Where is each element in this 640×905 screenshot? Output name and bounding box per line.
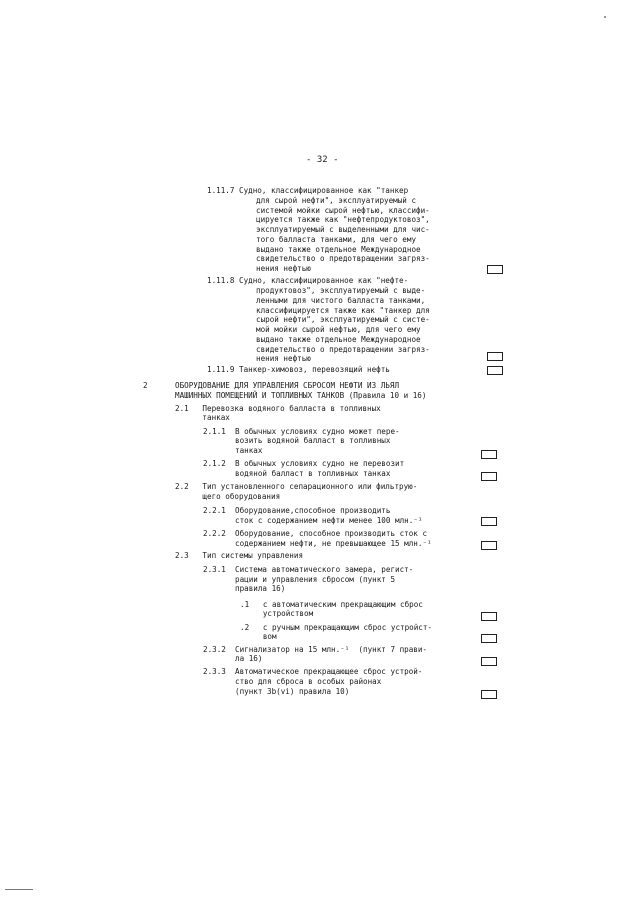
section-heading: МАШИННЫХ ПОМЕЩЕНИЙ И ТОПЛИВНЫХ ТАНКОВ (Правила 10 и 16) xyxy=(175,391,427,400)
text-line: возить водяной балласт в топливных xyxy=(203,436,391,445)
text-line: классифицируется также как "танкер для xyxy=(256,306,430,315)
scan-edge-line xyxy=(5,889,33,890)
text-line: .1 с автоматическим прекращающим сброс xyxy=(240,600,423,609)
text-line: цируется также как "нефтепродуктовоз", xyxy=(256,215,430,224)
text-line: вом xyxy=(240,632,277,641)
page-number: - 32 - xyxy=(306,155,339,165)
text-line: .2 с ручным прекращающим сброс устройст- xyxy=(240,623,433,632)
text-line: свидетельство о предотвращении загряз- xyxy=(256,345,430,354)
section-heading: ОБОРУДОВАНИЕ ДЛЯ УПРАВЛЕНИЯ СБРОСОМ НЕФТИ ИЗ ЛЬЯЛ xyxy=(175,381,400,390)
text-line: нения нефтью xyxy=(256,354,311,363)
text-line: рации и управления сбросом (пункт 5 xyxy=(203,575,396,584)
text-line: 2.1 Перевозка водяного балласта в топливных xyxy=(175,404,381,413)
checkbox[interactable] xyxy=(481,657,497,666)
text-line: 2.3.1 Система автоматического замера, регист- xyxy=(203,565,414,574)
text-line: для сырой нефти", эксплуатируемый с xyxy=(256,196,417,205)
text-line: ство для сброса в особых районах xyxy=(203,677,382,686)
text-line: системой мойки сырой нефтью, классифи- xyxy=(256,206,430,215)
text-line: сырой нефти", эксплуатируемый с систе- xyxy=(256,315,430,324)
checkbox[interactable] xyxy=(487,352,503,361)
text-line: 2.2 Тип установленного сепарационного или фильтрую- xyxy=(175,482,418,491)
text-line: сток с содержанием нефти менее 100 млн.⁻¹ xyxy=(203,516,423,525)
checkbox[interactable] xyxy=(481,450,497,459)
text-line: танках xyxy=(203,446,263,455)
text-line: 2.2.2 Оборудование, способное производить сток с xyxy=(203,529,428,538)
text-line: 2.3.3 Автоматическое прекращающее сброс устрой- xyxy=(203,667,423,676)
checkbox[interactable] xyxy=(481,634,497,643)
text-line: содержанием нефти, не превышающее 15 млн.⁻¹ xyxy=(203,539,432,548)
text-line: продуктовоз", эксплуатируемый с выде- xyxy=(256,286,426,295)
text-line: нения нефтью xyxy=(256,264,311,273)
text-line: ленными для чистого балласта танками, xyxy=(256,296,426,305)
section-number: 2 xyxy=(143,381,148,390)
text-line: (пункт 3b(vi) правила 10) xyxy=(203,687,350,696)
text-line: 1.11.7 Судно, классифицированное как "танкер xyxy=(207,186,409,195)
text-line: 2.1.1 В обычных условиях судно может пере- xyxy=(203,427,400,436)
text-line: 1.11.8 Судно, классифицированное как "нефте- xyxy=(207,276,409,285)
text-line: свидетельство о предотвращении загряз- xyxy=(256,254,430,263)
text-line: выдано также отдельное Международное xyxy=(256,335,421,344)
text-line: 2.1.2 В обычных условиях судно не перевозит xyxy=(203,459,405,468)
checkbox[interactable] xyxy=(481,541,497,550)
checkbox[interactable] xyxy=(481,472,497,481)
text-line: мой мойки сырой нефтью, для чего ему xyxy=(256,325,421,334)
checkbox[interactable] xyxy=(487,366,503,375)
text-line: ла 16) xyxy=(203,654,263,663)
text-line: 2.3 Тип системы управления xyxy=(175,551,304,560)
text-line: щего оборудования xyxy=(175,492,281,501)
text-line: правила 16) xyxy=(203,584,286,593)
text-line: танках xyxy=(175,413,230,422)
text-line: 2.3.2 Сигнализатор на 15 млн.⁻¹ (пункт 7 прави- xyxy=(203,645,428,654)
text-line: устройством xyxy=(240,609,314,618)
checkbox[interactable] xyxy=(481,690,497,699)
text-line: водяной балласт в топливных танках xyxy=(203,469,391,478)
text-line: 2.2.1 Оборудование,способное производить xyxy=(203,506,391,515)
checkbox[interactable] xyxy=(481,517,497,526)
checkbox[interactable] xyxy=(487,265,503,274)
text-line: эксплуатируемый с выделенными для чис- xyxy=(256,225,430,234)
scan-speck xyxy=(604,16,606,18)
text-line: 1.11.9 Танкер-химовоз, перевозящий нефть xyxy=(207,365,390,374)
text-line: выдано также отдельное Международное xyxy=(256,245,421,254)
checkbox[interactable] xyxy=(481,612,497,621)
text-line: того балласта танками, для чего ему xyxy=(256,235,417,244)
